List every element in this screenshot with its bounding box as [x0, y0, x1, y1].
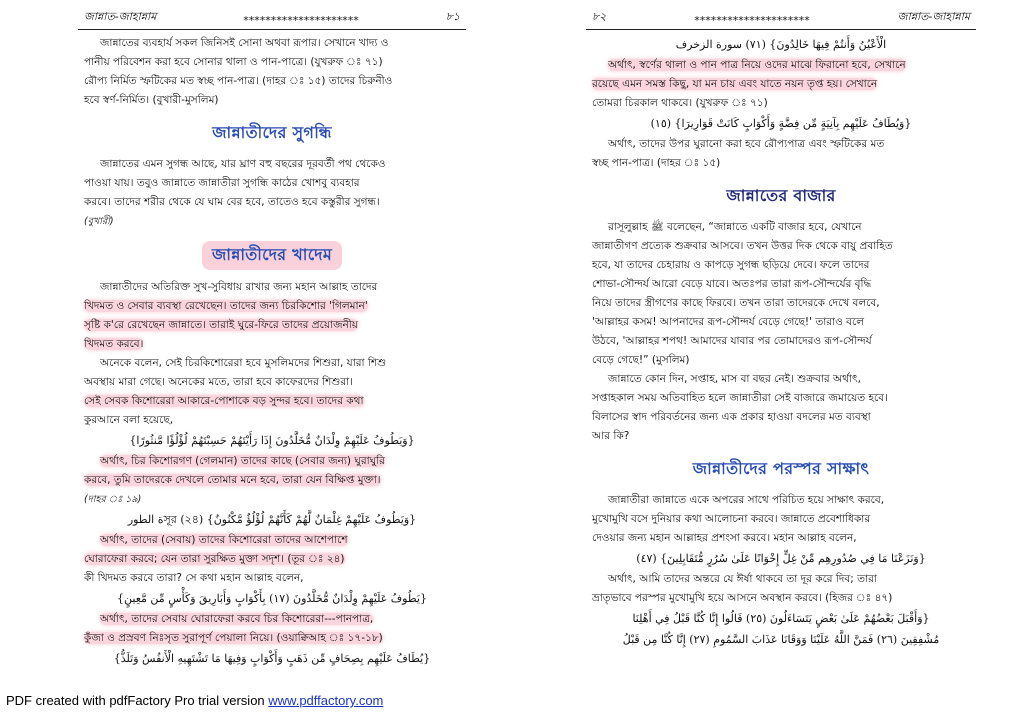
- text-line: শোভা-সৌন্দর্য আরো বেড়ে যাবে। অতঃপর তারা রূপ-সৌন্দর্যের বৃদ্ধি: [592, 278, 872, 290]
- heading-market: জান্নাতের বাজার: [726, 186, 836, 205]
- arabic-verse-top: الْأَعْيُنُ وَأَنتُمْ فِيهَا خَالِدُونَ} (٧١) سورة الزخرف: [675, 38, 887, 51]
- text-line: জান্নাতীগণ প্রত্যেক শুক্রবার আসবে। তখন উত্তর দিক থেকে বায়ু প্রবাহিত: [592, 240, 893, 252]
- servants-paragraph-5: [84, 610, 460, 648]
- text-line: জান্নাতীরা জান্নাতে একে অপরের সাথে পরিচিত হয়ে সাক্ষাৎ করবে,: [608, 494, 885, 506]
- right-page: [586, 10, 976, 680]
- market-paragraph: [592, 218, 970, 370]
- heading-meeting: জান্নাতীদের পরস্পর সাক্ষাৎ: [692, 459, 870, 478]
- text-line: কুরআনে বলা হয়েছে,: [84, 414, 174, 426]
- text-line: 'আল্লাহর কসম! আপনাদের রূপ-সৌন্দর্য বেড়ে গেছে!' তারাও বলে: [592, 316, 865, 328]
- heading-servants-wrap: [84, 241, 460, 270]
- arabic-verse-silver: {وَيُطَافُ عَلَيْهِم بِآنِيَةٍ مِّن فِضَّةٍ وَأَكْوَابٍ كَانَتْ قَوَارِيرَا} (١٥): [650, 117, 912, 130]
- arabic-verse-end-2: مُشْفِقِينَ (٢٦) فَمَنَّ اللَّهُ عَلَيْنَا وَوَقَانَا عَذَابَ السَّمُومِ (٢٧) إِنَّا كُنَّا مِن قَبْلُ: [622, 633, 940, 646]
- text-line: করবে। তাদের শরীর থেকে যে ঘাম বের হবে, তাতেও হবে কস্তুরীর সুগন্ধ।: [84, 196, 380, 208]
- text-line: স্বচ্ছ পান-পাত্র। (দাহর ঃ ১৫): [592, 157, 721, 169]
- arabic-verse-end-1: {وَأَقْبَلَ بَعْضُهُمْ عَلَىٰ بَعْضٍ يَتَسَاءَلُونَ (٢٥) قَالُوا إِنَّا كُنَّا قَبْلُ فِي أَهْلِنَا: [632, 612, 930, 625]
- text-line: উঠবে, 'আল্লাহর শপথ! আমাদের যাবার পর তোমাদেরও রূপ-সৌন্দর্য: [592, 335, 872, 347]
- text-line: ভ্রাতৃভাবে পরস্পর মুখোমুখি হয়ে আসনে অবস্থান করবে। (হিজর ঃ ৪৭): [592, 592, 893, 604]
- meeting-paragraph-2: [592, 570, 970, 608]
- text-line: বিলাসের স্বাদ পরিবর্তনের জন্য এক প্রকার হাওয়া বদলের মত ব্যবস্থা: [592, 411, 871, 423]
- text-line: নিয়ে তাদের স্ত্রীগণের কাছে ফিরবে। তখন তারা তাদেরকে দেখে বলবে,: [592, 297, 880, 309]
- text-line: বেড়ে গেছে!” (মুসলিম): [592, 354, 690, 366]
- text-line: রৌপ্য নির্মিত স্ফটিকের মত স্বচ্ছ পান-পাত্র। (দাহর ঃ ১৫) তাদের চিরুনীও: [84, 75, 393, 87]
- right-header-stars: *********************: [694, 14, 810, 27]
- text-line: অর্থাৎ, আমি তাদের অন্তরে যে ঈর্ষা থাকবে তা দূর করে দিব; তারা: [608, 573, 877, 585]
- servants-paragraph-4: [84, 531, 460, 588]
- text-line: অনেকে বলেন, সেই চিরকিশোরেরা হবে মুসলিমদের শিশুরা, যারা শিশু: [100, 357, 387, 369]
- servants-paragraph-2: [84, 354, 460, 430]
- highlighted-line: করবে, তুমি তাদেরকে দেখলে তোমার মনে হবে, তারা যেন বিক্ষিপ্ত মুক্তা।: [84, 474, 381, 486]
- left-running-head: [78, 10, 466, 30]
- heading-fragrance: জান্নাতীদের সুগন্ধি: [212, 123, 332, 142]
- text-line: সপ্তাহকাল সময় অতিবাহিত হলে জান্নাতীরা সেই বাজারে জমায়েত হবে।: [592, 392, 888, 404]
- arabic-verse-3: {يَطُوفُ عَلَيْهِمْ وِلْدَانٌ مُّخَلَّدُونَ (١٧) بِأَكْوَابٍ وَأَبَارِيقَ وَكَأْسٍ مِّن مَّعِينٍ}: [117, 592, 427, 605]
- arabic-verse-2: {وَيَطُوفُ عَلَيْهِمْ غِلْمَانٌ لَّهُمْ كَأَنَّهُمْ لُؤْلُؤٌ مَّكْنُونٌ} (২৪) সূরة الطور: [127, 513, 417, 526]
- highlighted-line: অর্থাৎ, তাদের (সেবায়) তাদের কিশোরেরা তাদের আশেপাশে: [100, 534, 348, 546]
- text-line: জান্নাতের ব্যবহার্য সকল জিনিসই সোনা অথবা রূপার। সেখানে খাদ্য ও: [100, 37, 389, 49]
- text-line: অবস্থায় মারা গেছে। অনেকের মতে, তারা হবে কাফেরদের শিশুরা।: [84, 376, 353, 388]
- text-line: হবে স্বর্ণ-নির্মিত। (বুখারী-মুসলিম): [84, 94, 219, 106]
- text-line: জান্নাতে কোন দিন, সপ্তাহ, মাস বা বছর নেই। শুক্রবার অর্থাৎ,: [608, 373, 861, 385]
- reference: (বুখারী): [84, 216, 114, 227]
- text-line: পানীয় পরিবেশন করা হবে সোনার থালা ও পান-পাত্রে। (যুখরুফ ঃ ৭১): [84, 56, 383, 68]
- highlighted-line: অর্থাৎ, তাদের সেবায় ঘোরাফেরা করবে চির কিশোরেরা---পানপাত্র,: [100, 613, 374, 625]
- servants-paragraph-1: [84, 278, 460, 354]
- text-line: কী খিদমত করবে তারা? সে কথা মহান আল্লাহ বলেন,: [84, 572, 304, 584]
- highlighted-line: খিদমত করবে।: [84, 338, 144, 350]
- intro-paragraph: [84, 34, 460, 110]
- text-line: জান্নাতের এমন সুগন্ধ আছে, যার ঘ্রাণ বহু বছরের দূরবর্তী পথ থেকেও: [100, 158, 386, 170]
- left-header-title: জান্নাত-জাহান্নাম: [84, 10, 157, 23]
- text-line: আর কি?: [592, 430, 630, 442]
- left-page: [78, 10, 466, 680]
- highlighted-line: রয়েছে এমন সমস্ত কিছু, যা মন চায় এবং যাতে নয়ন তৃপ্ত হয়। সেখানে: [592, 78, 878, 90]
- arabic-verse-meeting: {وَنَزَعْنَا مَا فِي صُدُورِهِم مِّنْ غِلٍّ إِخْوَانًا عَلَىٰ سُرُرٍ مُّتَقَابِلِينَ} (٤٧): [636, 552, 926, 565]
- fragrance-paragraph: [84, 155, 460, 231]
- text-line: অর্থাৎ, তাদের উপর ঘুরানো করা হবে রৌপ্যপাত্র এবং স্ফটিকের মত: [608, 138, 885, 150]
- left-header-stars: *********************: [243, 14, 359, 27]
- highlighted-line: ঘোরাফেরা করবে; যেন তারা সুরক্ষিত মুক্তা সদৃশ। (তূর ঃ ২৪): [84, 553, 345, 565]
- right-header-title: জান্নাত-জাহান্নাম: [897, 10, 970, 23]
- highlighted-line: খিদমত ও সেবার ব্যবস্থা রেখেছেন। তাদের জন্য চিরকিশোর 'গিলমান': [84, 300, 368, 312]
- highlighted-line: কুঁজা ও প্রস্রবণ নিঃসৃত সুরাপূর্ণ পেয়ালা নিয়ে। (ওয়াক্বিআহ ঃ ১৭-১৮): [84, 632, 383, 644]
- text-line: মুখোমুখি বসে দুনিয়ার কথা আলোচনা করবে। জান্নাতে প্রবেশাধিকার: [592, 513, 871, 525]
- right-page-number: ৮২: [592, 10, 607, 23]
- footer-link[interactable]: www.pdffactory.com: [268, 693, 384, 708]
- text-line: রাসূলুল্লাহ ﷺ বলেছেন, “জান্নাতে একটি বাজার হবে, যেখানে: [608, 221, 862, 233]
- silver-paragraph: [592, 135, 970, 173]
- reference: (দাহর ঃ ১৯): [84, 494, 142, 505]
- meeting-paragraph: [592, 491, 970, 548]
- heading-servants: জান্নাতীদের খাদেম: [202, 241, 342, 270]
- pdf-footer: [6, 693, 383, 708]
- text-line: তোমরা চিরকাল থাকবে। (যুখরুফ ঃ ৭১): [592, 97, 768, 109]
- market-paragraph-2: [592, 370, 970, 446]
- text-line: পাওয়া যায়। তবুও জান্নাতে জান্নাতীরা সুগন্ধি কাঠের খোশবু ব্যবহার: [84, 177, 360, 189]
- highlighted-line: সেই সেবক কিশোরেরা আকারে-পোশাকে বড় সুন্দর হবে। তাদের কথা: [84, 395, 364, 407]
- arabic-verse-1: {وَيَطُوفُ عَلَيْهِمْ وِلْدَانٌ مُّخَلَّدُونَ إِذَا رَأَيْتَهُمْ حَسِبْتَهُمْ لُؤْلُؤًا مَّنثُورًا}: [129, 434, 415, 447]
- left-page-number: ৮১: [445, 10, 460, 23]
- arabic-verse-4: {يُطَافُ عَلَيْهِم بِصِحَافٍ مِّن ذَهَبٍ وَأَكْوَابٍ وَفِيهَا مَا تَشْتَهِيهِ الْأَنفُسُ وَتَلَذُّ}: [113, 652, 431, 665]
- gold-plates-paragraph: [592, 56, 970, 113]
- text-line: জান্নাতীদের অতিরিক্ত সুখ-সুবিধায় রাখার জন্য মহান আল্লাহ তাদের: [100, 281, 378, 293]
- highlighted-line: অর্থাৎ, স্বর্ণের থালা ও পান পাত্র নিয়ে ওদের মাঝে ফিরানো হবে, সেখানে: [608, 59, 906, 71]
- servants-paragraph-3: [84, 452, 460, 509]
- highlighted-line: অর্থাৎ, চির কিশোরগণ (গেলমান) তাদের কাছে (সেবার জন্য) ঘুরাঘুরি: [100, 455, 385, 467]
- right-running-head: [586, 10, 976, 30]
- text-line: দেওয়ার জন্য মহান আল্লাহর প্রশংসা করবে। মহান আল্লাহ বলেন,: [592, 532, 857, 544]
- footer-text: PDF created with pdfFactory Pro trial version: [6, 693, 269, 708]
- right-page-body: [586, 30, 976, 650]
- highlighted-line: সৃষ্টি ক'রে রেখেছেন জান্নাতে। তারাই ঘুরে-ফিরে তাদের প্রয়োজনীয়: [84, 319, 358, 331]
- text-line: হবে, যা তাদের চেহারায় ও কাপড়ে সুগন্ধ ছড়িয়ে দেবে। ফলে তাদের: [592, 259, 870, 271]
- left-page-body: [78, 30, 466, 669]
